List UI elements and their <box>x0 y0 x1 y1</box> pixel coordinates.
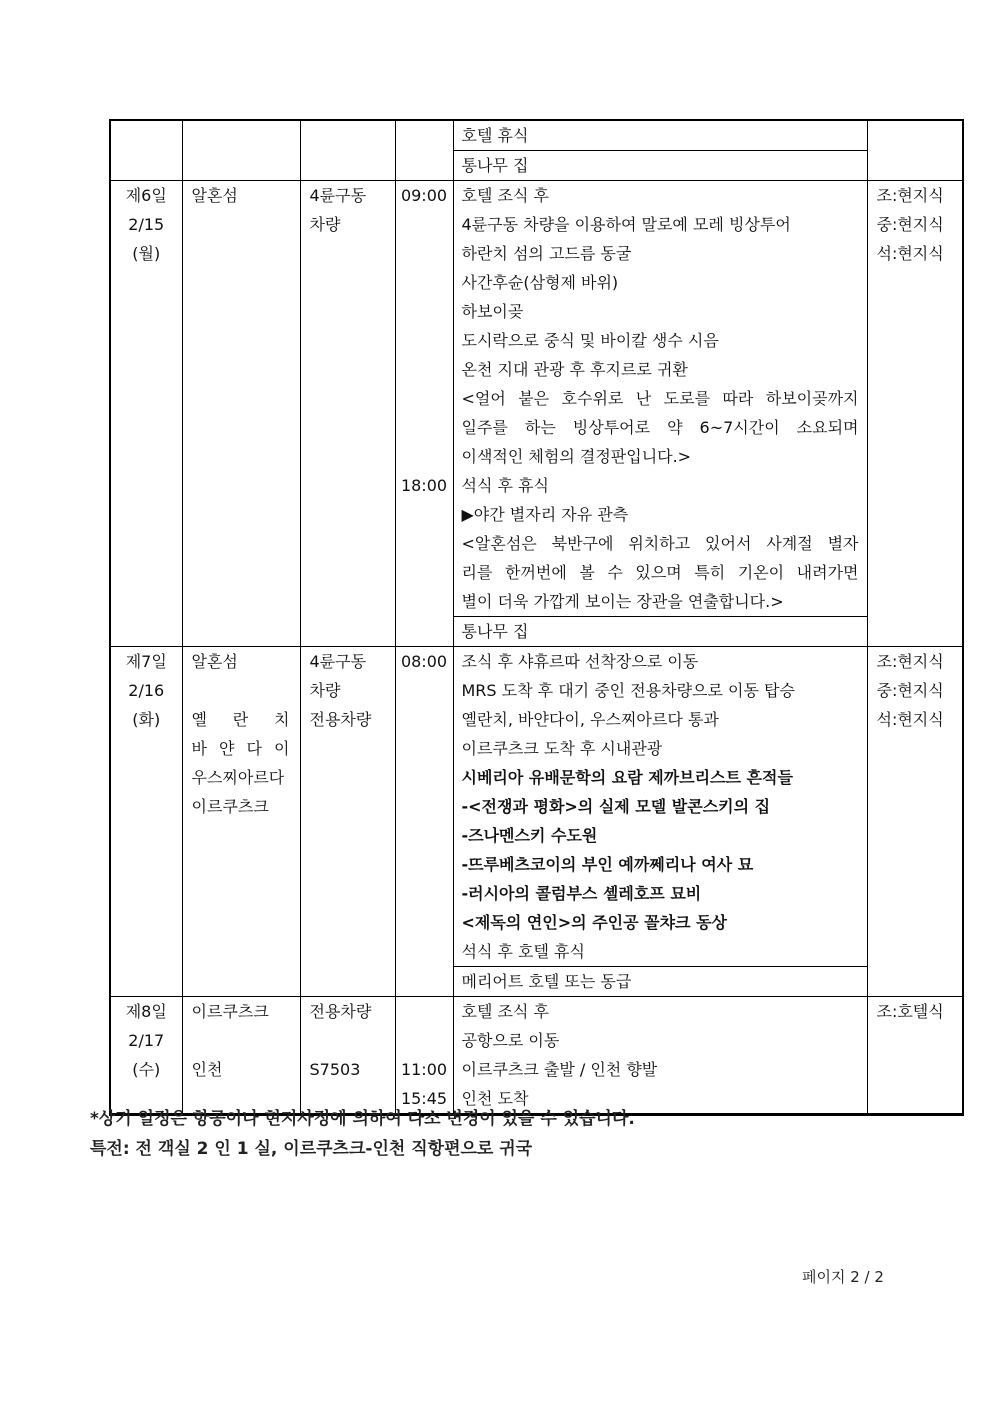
activity-line: 조식 후 샤휴르따 선착장으로 이동 <box>461 652 699 671</box>
activity-line: 하보이곶 <box>461 302 524 321</box>
transport-line: 전용차량 <box>309 1002 372 1021</box>
table-row-continuation <box>110 120 963 151</box>
table-row-day6 <box>110 181 963 617</box>
time-cell <box>395 997 453 1115</box>
activity-line: <제독의 연인>의 주인공 꼴챠크 동상 <box>461 913 727 932</box>
time-value: 11:00 <box>400 1060 448 1079</box>
activity-line: 온천 지대 관광 후 후지르로 귀환 <box>461 360 688 379</box>
day-date: 2/16 <box>128 681 165 700</box>
place-cell <box>182 647 300 997</box>
day-label: 제7일 <box>125 652 167 671</box>
time-value: 09:00 <box>400 186 448 205</box>
activity-line: 이색적인 체험의 결정판입니다.> <box>461 447 692 466</box>
transport-line: 4륜구동 <box>309 186 367 205</box>
day-weekday: (수) <box>132 1060 161 1079</box>
meal-line: 조:현지식 <box>876 186 944 205</box>
activity-line: ▶야간 별자리 자유 관측 <box>461 505 629 524</box>
activity-line: 호텔 조식 후 <box>461 186 549 205</box>
activity-cell <box>453 181 867 617</box>
time-value: 15:45 <box>400 1089 448 1108</box>
hotel-name: 통나무 집 <box>461 156 529 175</box>
transport-line: 4륜구동 <box>309 652 367 671</box>
transport-line: 전용차량 <box>309 710 372 729</box>
meal-cell <box>867 997 963 1115</box>
meal-cell <box>867 181 963 647</box>
page-number: 페이지 2 / 2 <box>802 1268 884 1286</box>
hotel-name: 메리어트 호텔 또는 동급 <box>461 972 632 991</box>
activity-line: MRS 도착 후 대기 중인 전용차량으로 이동 탑승 <box>461 681 795 700</box>
table-row-day7 <box>110 647 963 967</box>
place-name: 알혼섬 <box>191 652 238 671</box>
activity-cell <box>453 647 867 967</box>
transport-cell <box>300 997 395 1115</box>
time-value: 18:00 <box>400 476 448 495</box>
table-row-day8 <box>110 997 963 1115</box>
activity-line: 인천 도착 <box>461 1089 529 1108</box>
place-name: 알혼섬 <box>191 186 238 205</box>
day-date: 2/17 <box>128 1031 165 1050</box>
place-name: 인천 <box>191 1060 223 1079</box>
itinerary-table <box>109 119 964 1116</box>
activity-line: 옐란치, 바얀다이, 우스찌아르다 통과 <box>461 710 719 729</box>
activity-line: 4륜구동 차량을 이용하여 말로예 모레 빙상투어 <box>461 215 791 234</box>
hotel-name: 통나무 집 <box>461 622 529 641</box>
meal-cell <box>867 647 963 997</box>
meal-line: 중:현지식 <box>876 215 944 234</box>
hotel-cell <box>453 151 867 181</box>
activity-line: 도시락으로 중식 및 바이칼 생수 시음 <box>461 331 719 350</box>
place-name: 이르쿠츠크 <box>191 797 269 816</box>
transport-line: 차량 <box>309 215 341 234</box>
day-label: 제6일 <box>125 186 167 205</box>
activity-cell <box>453 120 867 151</box>
activity-line: 사간후슌(삼형제 바위) <box>461 273 619 292</box>
time-cell <box>395 647 453 997</box>
activity-line: 석식 후 호텔 휴식 <box>461 942 585 961</box>
day-cell <box>110 647 182 997</box>
notes-block <box>90 1104 950 1164</box>
time-cell <box>395 181 453 647</box>
meal-line: 조:호텔식 <box>876 1002 944 1021</box>
day-weekday: (월) <box>132 244 161 263</box>
day-cell <box>110 181 182 647</box>
meal-line: 조:현지식 <box>876 652 944 671</box>
transport-cell <box>300 181 395 647</box>
activity-line: -<전쟁과 평화>의 실제 모델 발콘스키의 집 <box>461 797 771 816</box>
place-name: 우스찌아르다 <box>191 768 285 787</box>
day-cell <box>110 997 182 1115</box>
meal-line: 석:현지식 <box>876 710 944 729</box>
change-notice: *상기 일정은 항공이나 현지사정에 의하여 다소 변경이 있을 수 있습니다. <box>90 1109 635 1129</box>
transport-cell <box>300 647 395 997</box>
place-cell <box>182 997 300 1115</box>
activity-line: 리를 한꺼번에 볼 수 있으며 특히 기온이 내려가면 <box>461 563 859 582</box>
activity-line: 시베리아 유배문학의 요람 제까브리스트 흔적들 <box>461 768 793 787</box>
activity-line: -러시아의 콜럼부스 셸레호프 묘비 <box>461 884 702 903</box>
activity-line: 석식 후 휴식 <box>461 476 549 495</box>
meal-cell <box>867 120 963 181</box>
activity-line: 호텔 조식 후 <box>461 1002 549 1021</box>
activity-line: 공항으로 이동 <box>461 1031 560 1050</box>
transport-line: 차량 <box>309 681 341 700</box>
activity-line: 호텔 휴식 <box>461 126 529 145</box>
meal-line: 석:현지식 <box>876 244 944 263</box>
activity-line: 이르쿠츠크 도착 후 시내관광 <box>461 739 663 758</box>
meal-line: 중:현지식 <box>876 681 944 700</box>
activity-line: 이르쿠츠크 출발 / 인천 향발 <box>461 1060 658 1079</box>
day-label: 제8일 <box>125 1002 167 1021</box>
activity-line: <알혼섬은 북반구에 위치하고 있어서 사계절 별자 <box>461 534 859 553</box>
day-weekday: (화) <box>132 710 161 729</box>
day-cell <box>110 120 182 181</box>
activity-line: -즈나멘스키 수도원 <box>461 826 598 845</box>
special-benefit: 특전: 전 객실 2 인 1 실, 이르쿠츠크-인천 직항편으로 귀국 <box>90 1139 533 1159</box>
place-name: 바 얀 다 이 <box>191 739 290 758</box>
transport-cell <box>300 120 395 181</box>
day-date: 2/15 <box>128 215 165 234</box>
time-value: 08:00 <box>400 652 448 671</box>
activity-line: -뜨루베츠코이의 부인 예까쩨리나 여사 묘 <box>461 855 754 874</box>
place-name: 옐 란 치 <box>191 710 290 729</box>
activity-line: 일주를 하는 빙상투어로 약 6~7시간이 소요되며 <box>461 418 859 437</box>
hotel-cell <box>453 617 867 647</box>
activity-cell <box>453 997 867 1115</box>
place-cell <box>182 120 300 181</box>
activity-line: 별이 더욱 가깝게 보이는 장관을 연출합니다.> <box>461 592 784 611</box>
activity-line: 하란치 섬의 고드름 동굴 <box>461 244 632 263</box>
place-cell <box>182 181 300 647</box>
place-name: 이르쿠츠크 <box>191 1002 269 1021</box>
flight-number: S7503 <box>309 1060 361 1079</box>
time-cell <box>395 120 453 181</box>
activity-line: <얼어 붙은 호수위로 난 도로를 따라 하보이곶까지 <box>461 389 859 408</box>
hotel-cell <box>453 967 867 997</box>
